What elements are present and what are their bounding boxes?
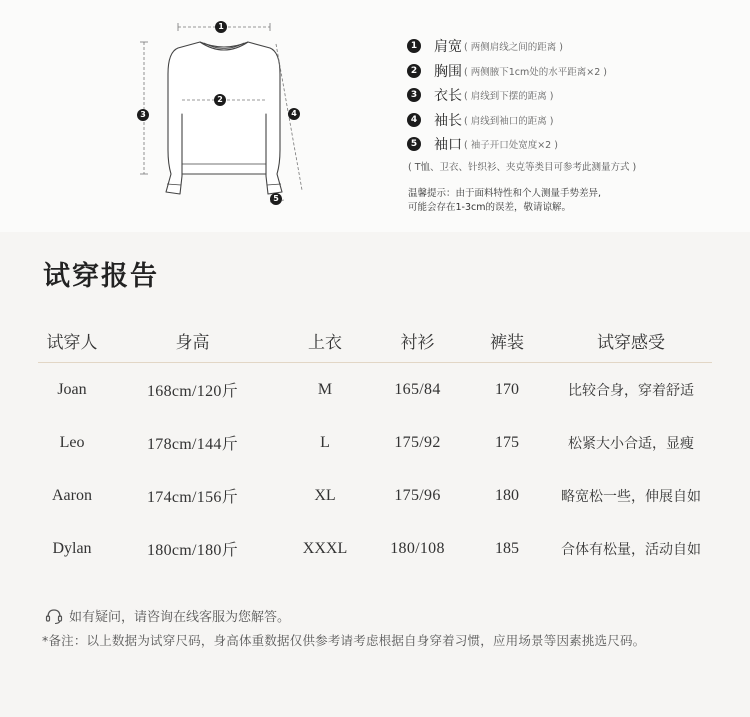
- section-title: 试穿报告: [43, 261, 159, 292]
- cell-shirt-size: 175/96: [394, 486, 441, 504]
- cell-top-size: XXXL: [302, 539, 348, 557]
- legend-description: ( 肩线到下摆的距离 ): [464, 91, 554, 103]
- cell-shirt-size: 180/108: [390, 539, 445, 557]
- warm-tip: [407, 187, 737, 215]
- cell-feedback: 合体有松量，活动自如: [561, 541, 701, 558]
- help-text: 如有疑问，请咨询在线客服为您解答。: [69, 610, 291, 625]
- marker-1: 1: [215, 21, 227, 33]
- legend-item: [407, 59, 737, 84]
- footnote: *备注：以上数据为试穿尺码，身高体重数据仅供参考请考虑根据自身穿着习惯，应用场景等因素挑选尺码。: [42, 633, 646, 648]
- legend-number: 2: [407, 64, 421, 78]
- header-cell: 身高: [175, 332, 210, 353]
- cell-feedback: 比较合身，穿着舒适: [568, 382, 694, 399]
- marker-3: 3: [137, 109, 149, 121]
- size-guide-panel: [0, 0, 750, 232]
- legend-item: [407, 34, 737, 59]
- cell-pants-size: 185: [495, 539, 519, 557]
- warm-tip-line: 可能会存在1-3cm的误差，敬请谅解。: [408, 201, 571, 213]
- cell-tester: Aaron: [52, 486, 92, 504]
- warm-tip-line: 温馨提示：由于面料特性和个人测量手势差异,: [408, 187, 602, 199]
- cell-tester: Dylan: [52, 539, 92, 557]
- try-on-table: [38, 318, 712, 575]
- measurement-legend: [407, 34, 737, 215]
- legend-name: 袖长: [434, 112, 462, 129]
- table-row: [38, 522, 712, 575]
- help-line: [44, 606, 290, 625]
- cell-pants-size: 180: [495, 486, 519, 504]
- table-row: [38, 416, 712, 469]
- cell-height-weight: 178cm/144斤: [147, 436, 238, 453]
- cell-shirt-size: 175/92: [394, 433, 441, 451]
- header-cell: 试穿感受: [597, 332, 665, 353]
- legend-number: 3: [407, 88, 421, 102]
- cell-feedback: 略宽松一些，伸展自如: [561, 488, 701, 505]
- header-cell: 上衣: [308, 332, 342, 353]
- header-cell: 试穿人: [46, 332, 98, 353]
- table-header: [38, 318, 712, 363]
- measurement-note: ( T恤、卫衣、针织衫、夹克等类目可参考此测量方式 ): [408, 161, 637, 173]
- sweater-measurement-diagram: [130, 14, 310, 214]
- legend-description: ( 肩线到袖口的距离 ): [464, 115, 554, 127]
- legend-description: ( 袖子开口处宽度×2 ): [464, 140, 558, 152]
- header-cell: 裤装: [490, 332, 524, 353]
- table-row: [38, 363, 712, 416]
- legend-number: 4: [407, 113, 421, 127]
- legend-item: [407, 83, 737, 108]
- legend-name: 袖口: [434, 137, 462, 154]
- cell-top-size: L: [320, 433, 330, 451]
- cell-height-weight: 168cm/120斤: [147, 383, 238, 400]
- cell-pants-size: 175: [495, 433, 519, 451]
- legend-name: 胸围: [434, 63, 462, 80]
- legend-number: 5: [407, 137, 421, 151]
- cell-pants-size: 170: [495, 380, 519, 398]
- cell-top-size: M: [317, 380, 333, 398]
- marker-5: 5: [270, 193, 282, 205]
- legend-description: ( 两侧肩线之间的距离 ): [464, 42, 563, 54]
- legend-description: ( 两侧腋下1cm处的水平距离×2 ): [464, 66, 607, 78]
- legend-name: 肩宽: [434, 39, 462, 56]
- legend-number: 1: [407, 39, 421, 53]
- customer-service-icon: [44, 607, 64, 625]
- table-row: [38, 469, 712, 522]
- header-cell: 衬衫: [400, 332, 435, 353]
- marker-4: 4: [288, 108, 300, 120]
- marker-2: 2: [214, 94, 226, 106]
- cell-feedback: 松紧大小合适，显瘦: [568, 435, 694, 452]
- cell-height-weight: 180cm/180斤: [147, 542, 238, 559]
- legend-item: [407, 108, 737, 133]
- cell-height-weight: 174cm/156斤: [147, 489, 238, 506]
- cell-shirt-size: 165/84: [394, 380, 441, 398]
- legend-name: 衣长: [434, 88, 462, 105]
- sweater-outline-icon: [130, 14, 310, 214]
- legend-item: [407, 132, 737, 157]
- cell-tester: Leo: [59, 433, 85, 451]
- cell-top-size: XL: [314, 486, 336, 504]
- cell-tester: Joan: [57, 380, 87, 398]
